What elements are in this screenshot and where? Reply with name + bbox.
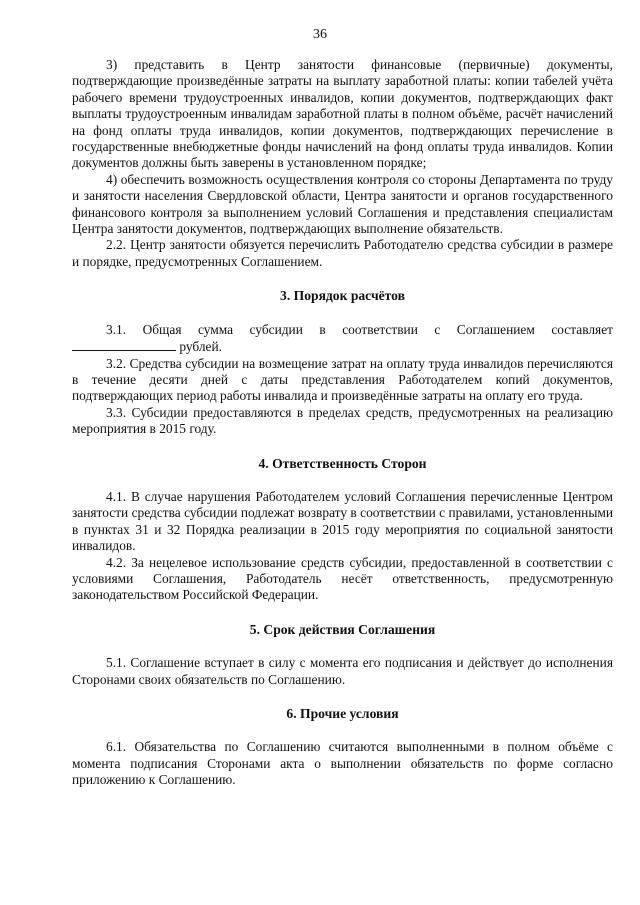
amount-blank-field	[72, 338, 176, 351]
clause-5-1: 5.1. Соглашение вступает в силу с момента его подписания и действует до исполнения Сторонами своих обязательств по Соглашению.	[72, 655, 613, 687]
clause-4-2: 4.2. За нецелевое использование средств субсидии, предоставленной в соответствии с условиями Соглашения, Работодатель несёт ответственность, предусмотренную законодательством Российской Федерации.	[72, 554, 613, 603]
section-4-heading: 4. Ответственность Сторон	[258, 455, 427, 471]
page-number: 36	[313, 27, 327, 42]
clause-2-2: 2.2. Центр занятости обязуется перечислить Работодателю средства субсидии в размере и порядке, предусмотренных Соглашением.	[72, 237, 613, 269]
clause-4-1: 4.1. В случае нарушения Работодателем условий Соглашения перечисленные Центром занятости средства субсидии подлежат возврату в соответствии с правилами, установленными в пунктах 31 и 32 Порядка реализации в 2015 году мероприятия по социальной занятости инвалидов.	[72, 488, 613, 554]
section-6-heading: 6. Прочие условия	[286, 706, 399, 721]
clause-3-1	[72, 322, 613, 356]
clause-3-1-unit: рублей.	[179, 339, 223, 355]
clause-6-1: 6.1. Обязательства по Соглашению считаются выполненными в полном объёме с момента подписания Сторонами акта о выполнении обязательств по форме согласно приложению к Соглашению.	[72, 739, 613, 788]
clause-3-1-text: 3.1. Общая сумма субсидии в соответствии с Соглашением составляет	[106, 321, 613, 337]
clause-3-submit-documents: 3) представить в Центр занятости финансовые (первичные) документы, подтверждающие произведённые затраты на выплату заработной платы: копии табелей учёта рабочего времени трудоустроенных инвалидов, копии документов, подтверждающих факт выплаты трудоустроенным инвалидам заработной платы в полном объёме, расчёт начислений на фонд оплаты труда инвалидов, копии документов, подтверждающих перечисление в государственные внебюджетные фонды начислений на фонд оплаты труда инвалидов. Копии документов должны быть заверены в установленном порядке;	[72, 57, 613, 171]
section-3-heading: 3. Порядок расчётов	[280, 288, 405, 304]
page-content	[72, 57, 613, 789]
clause-3-2: 3.2. Средства субсидии на возмещение затрат на оплату труда инвалидов перечисляются в течение десяти дней с даты представления Работодателем копий документов, подтверждающих период работы инвалида и произведённые затраты на оплату его труда.	[72, 355, 613, 404]
clause-4-ensure-control: 4) обеспечить возможность осуществления контроля со стороны Департамента по труду и занятости населения Свердловской области, Центра занятости и органов государственного финансового контроля за выполнением условий Соглашения и представления специалистам Центра занятости документов, подтверждающих выполнение обязательств.	[72, 171, 613, 237]
section-5-heading: 5. Срок действия Соглашения	[249, 621, 436, 637]
clause-3-3: 3.3. Субсидии предоставляются в пределах средств, предусмотренных на реализацию мероприятия в 2015 году.	[72, 404, 613, 437]
